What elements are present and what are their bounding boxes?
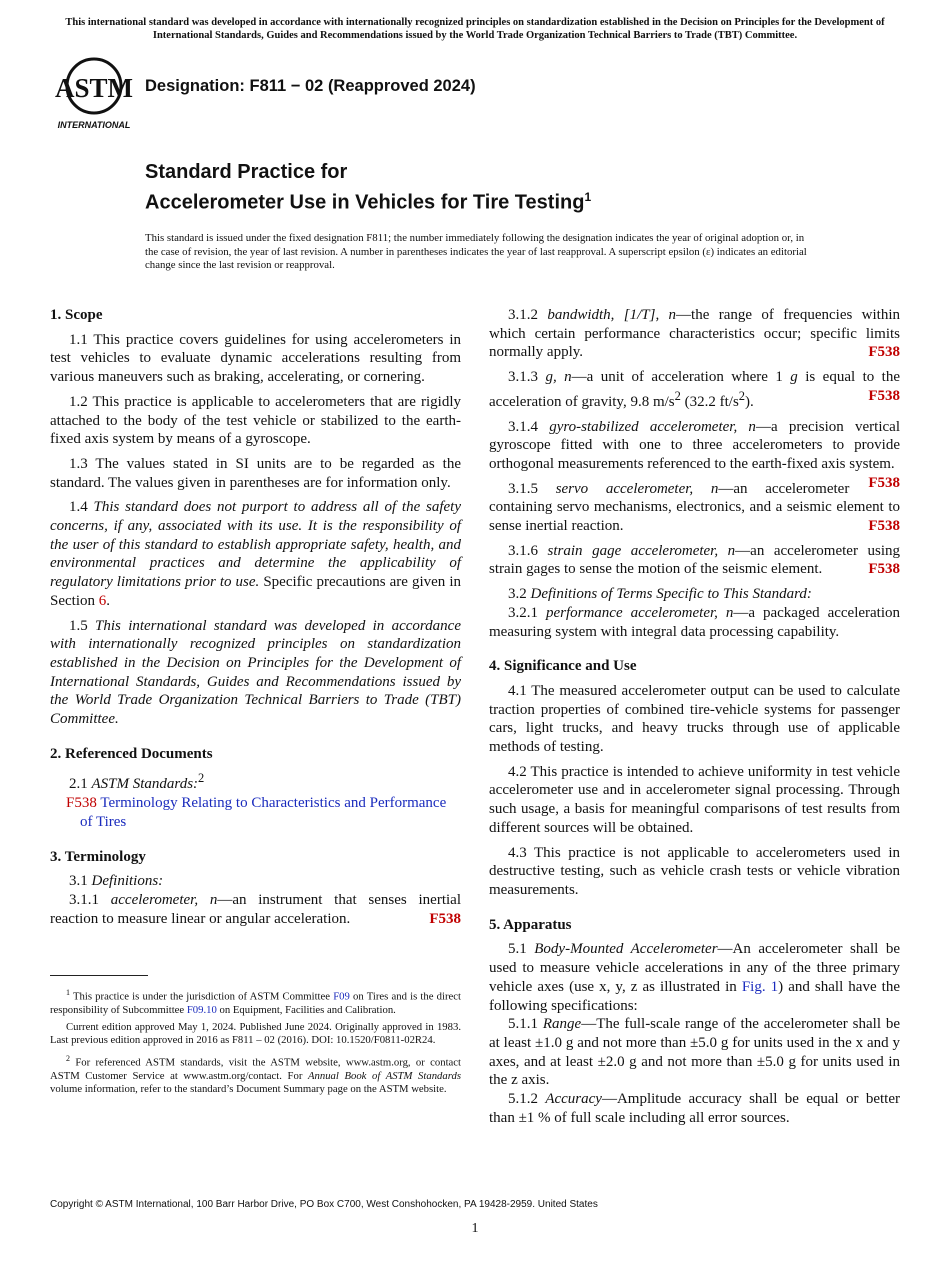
wto-statement: This international standard was developed in accordance with internationally recognized principles on standardization established in the Decision on Principles for the Development of International Standards, Guides and Recommendations issued by the World Trade Organization Technical Barriers to Trade (TBT) Committee. <box>50 617 461 728</box>
definition: (32.2 ft/s <box>680 393 739 410</box>
para-number: 5.1.2 <box>508 1091 546 1108</box>
exponent: 2 <box>738 388 746 403</box>
definition: —a precision vertical gyroscope fitted with one to three accelerometers to provide orthogonal measurements referenced to the earth-fixed axis system. <box>489 418 900 472</box>
definition: —an accelerometer using strain gages to sense the motion of the seismic element. <box>489 542 900 578</box>
para-number: 1.5 <box>69 617 96 634</box>
footnote-text: on Tires and is the direct responsibility of Subcommittee <box>50 990 461 1016</box>
para-number: 3.1.5 <box>508 480 556 497</box>
astm-standards-label: ASTM Standards: <box>91 776 199 793</box>
para-number: 3.1.1 <box>69 891 111 908</box>
paragraph-2-1 <box>50 769 461 794</box>
committee-f09-link[interactable]: F09 <box>333 990 350 1003</box>
paragraph-1-4 <box>50 498 461 610</box>
definition: —an accelerometer containing servo mechanisms, electronics, and a seismic element to sense inertial reaction. <box>489 480 900 535</box>
paragraph-1-1: 1.1 This practice covers guidelines for using accelerometers in test vehicles to evaluate dynamic accelerations resulting from various maneuvers such as braking, accelerating, or cornering. <box>50 331 461 386</box>
section-heading-referenced-documents: 2. Referenced Documents <box>50 745 213 762</box>
footnote-divider <box>50 975 148 976</box>
term: bandwidth, [1/T], n <box>547 307 677 323</box>
section-6-link[interactable]: 6 <box>98 592 107 609</box>
f538-ref-link[interactable]: F538 <box>868 518 900 535</box>
term: accelerometer, n <box>110 891 218 908</box>
f538-ref-link[interactable]: F538 <box>868 474 900 491</box>
paragraph-3-1-6 <box>489 542 900 579</box>
astm-logo-icon <box>52 56 136 132</box>
para-text: —An accelerometer shall be used to measure vehicle accelerations in any of the three primary vehicle axes (use x, y, z as illustrated in <box>489 941 901 995</box>
para-text: Specific precautions are given in Section <box>50 574 461 609</box>
doc-title <box>145 160 591 216</box>
ref-title-link[interactable]: Terminology Relating to Characteristics and Performance of Tires <box>80 795 447 830</box>
f538-ref-link[interactable]: F538 <box>868 387 900 404</box>
designation: Designation: F811 − 02 (Reapproved 2024) <box>145 77 476 95</box>
right-column <box>489 306 900 1127</box>
section-heading-terminology: 3. Terminology <box>50 848 146 865</box>
footnote-edition: Current edition approved May 1, 2024. Published June 2024. Originally approved in 1983. Last previous edition approved in 2016 as F811 – 02 (2016). DOI: 10.1520/F0811-02R24. <box>50 1021 461 1047</box>
section-heading-scope: 1. Scope <box>50 307 103 323</box>
section-heading-apparatus: 5. Apparatus <box>489 916 572 933</box>
footnote-1 <box>50 986 461 1017</box>
left-column <box>50 306 461 928</box>
para-number: 3.1.2 <box>508 307 548 323</box>
definition: —a packaged acceleration measuring system with integral data processing capability. <box>489 604 901 640</box>
para-number: 5.1 <box>508 941 535 958</box>
term: g, n <box>545 369 572 386</box>
title-line-1: Standard Practice for <box>145 161 348 183</box>
fig-1-link[interactable]: Fig. 1 <box>741 978 779 995</box>
annual-book-title: Annual Book of ASTM Standards <box>307 1069 461 1082</box>
subsection-title: Accuracy <box>545 1091 602 1108</box>
footnotes <box>50 986 461 1100</box>
paragraph-1-2: 1.2 This practice is applicable to accelerometers that are rigidly attached to the body of the test vehicle or stabilized to the earth-fixed axis system by means of a gyroscope. <box>50 393 461 448</box>
paragraph-3-1-5 <box>489 480 900 536</box>
para-number: 3.2.1 <box>508 604 546 621</box>
definition: is equal to the acceleration of gravity, 9.8 m/s <box>489 369 901 410</box>
f538-ref-link[interactable]: F538 <box>429 910 461 927</box>
paragraph-3-1-3 <box>489 368 900 411</box>
paragraph-3-1-1 <box>50 891 461 928</box>
exponent: 2 <box>674 388 681 403</box>
para-number: 3.2 <box>508 586 531 603</box>
para-number: 2.1 <box>69 776 92 793</box>
subsection-title: Range <box>542 1016 582 1033</box>
f538-ref-link[interactable]: F538 <box>868 561 900 578</box>
paragraph-4-1: 4.1 The measured accelerometer output can be used to calculate traction properties of combined tire-vehicle systems for passenger cars, light trucks, and heavy trucks through use of applicable methods of testing. <box>489 682 900 756</box>
footnote-mark: 2 <box>198 771 205 786</box>
title-footnote-mark: 1 <box>584 190 592 204</box>
paragraph-3-2-1 <box>489 604 900 641</box>
definition: —an instrument that senses inertial reaction to measure linear or angular acceleration. <box>50 891 461 927</box>
footnote-text: volume information, refer to the standard’s Document Summary page on the ASTM website. <box>50 1082 447 1095</box>
para-number: 3.1.4 <box>508 418 550 435</box>
paragraph-5-1-2 <box>489 1090 900 1127</box>
definition: —a unit of acceleration where 1 <box>571 369 791 386</box>
definitions-specific-label: Definitions of Terms Specific to This Standard: <box>530 586 812 603</box>
term: strain gage accelerometer, n <box>547 542 736 559</box>
page-number: 1 <box>471 1221 479 1236</box>
paragraph-3-2 <box>489 585 900 604</box>
logo-text-bottom: INTERNATIONAL <box>57 120 131 130</box>
paragraph-4-2: 4.2 This practice is intended to achieve uniformity in test vehicle accelerometer use and in accelerometer signal processing. Through such usage, a basis for meaningful comparisons of test results from different sources will be obtained. <box>489 763 900 836</box>
footnote-text: For referenced ASTM standards, visit the ASTM website, www.astm.org, or contact ASTM Customer Service at www.astm.org/contact. For <box>50 1056 461 1082</box>
paragraph-5-1 <box>489 940 900 1015</box>
copyright-notice: Copyright © ASTM International, 100 Barr Harbor Drive, PO Box C700, West Conshohocken, PA 19428-2959. United States <box>50 1199 598 1210</box>
para-number: 1.4 <box>69 499 94 516</box>
paragraph-5-1-1 <box>489 1015 900 1090</box>
term: gyro-stabilized accelerometer, n <box>549 418 756 435</box>
para-number: 3.1 <box>69 873 92 890</box>
f538-ref-link[interactable]: F538 <box>868 344 900 361</box>
para-number: 3.1.6 <box>508 542 548 559</box>
para-number: 5.1.1 <box>508 1016 543 1033</box>
term: performance accelerometer, n <box>545 604 734 621</box>
ref-code-link[interactable]: F538 <box>66 795 97 812</box>
issue-note: This standard is issued under the fixed designation F811; the number immediately following the designation indicates the year of original adoption or, in the case of revision, the year of last revision. A number in parentheses indicates the year of last reapproval. A superscript epsilon (ε) indicates an editorial change since the last revision or reapproval. <box>145 232 807 272</box>
definition: ). <box>745 393 754 410</box>
definitions-label: Definitions: <box>91 873 164 890</box>
footnote-text: on Equipment, Facilities and Calibration. <box>216 1003 396 1016</box>
term: servo accelerometer, n <box>555 480 719 497</box>
safety-caveat: This standard does not purport to address all of the safety concerns, if any, associated with its use. It is the responsibility of the user of this standard to establish appropriate safety, health, and environmental practices and determine the applicability of regulatory limitations prior to use. <box>50 499 462 591</box>
paragraph-4-3: 4.3 This practice is not applicable to accelerometers used in destructive testing, such as vehicle crash tests or vehicle vibration measurements. <box>489 844 900 898</box>
footnote-mark: 1 <box>66 988 70 997</box>
definition: —the range of frequencies within which certain performance characteristics occur; specific limits normally apply. <box>489 307 900 361</box>
title-line-2-text: Accelerometer Use in Vehicles for Tire Testing <box>145 191 585 214</box>
para-text: . <box>106 592 110 609</box>
section-heading-significance: 4. Significance and Use <box>489 658 637 675</box>
footnote-text: This practice is under the jurisdiction of ASTM Committee <box>70 990 334 1003</box>
para-text: ) and shall have the following specifications: <box>489 978 900 1014</box>
subsection-title: Body-Mounted Accelerometer <box>534 941 718 958</box>
reference-f538 <box>50 794 461 831</box>
footnote-2 <box>50 1052 461 1096</box>
top-notice: This international standard was developed in accordance with internationally recognized principles on standardization established in the Decision on Principles for the Development of International Standards, Guides and Recommendations issued by the World Trade Organization Technical Barriers to Trade (TBT) Committee. <box>65 17 885 41</box>
paragraph-1-3: 1.3 The values stated in SI units are to be regarded as the standard. The values given in parentheses are for information only. <box>50 455 461 491</box>
paragraph-1-5 <box>50 617 461 729</box>
paragraph-3-1-2 <box>489 306 900 362</box>
footnote-mark: 2 <box>66 1053 70 1063</box>
subcommittee-f09-10-link[interactable]: F09.10 <box>186 1003 217 1016</box>
para-text: —The full-scale range of the accelerometer shall be at least ±1.0 g and not more than ±5.0 g for units used in the x and y axes, and at least ±2.0 g and not more than ±5.0 g for units used in the z axis. <box>489 1016 901 1089</box>
title-line-2 <box>145 185 591 216</box>
para-text: —Amplitude accuracy shall be equal or better than ±1 % of full scale including all error sources. <box>489 1091 900 1126</box>
paragraph-3-1 <box>50 872 461 891</box>
para-number: 3.1.3 <box>508 369 546 386</box>
g-symbol: g <box>790 369 798 386</box>
logo-text-top: ASTM <box>54 73 134 103</box>
